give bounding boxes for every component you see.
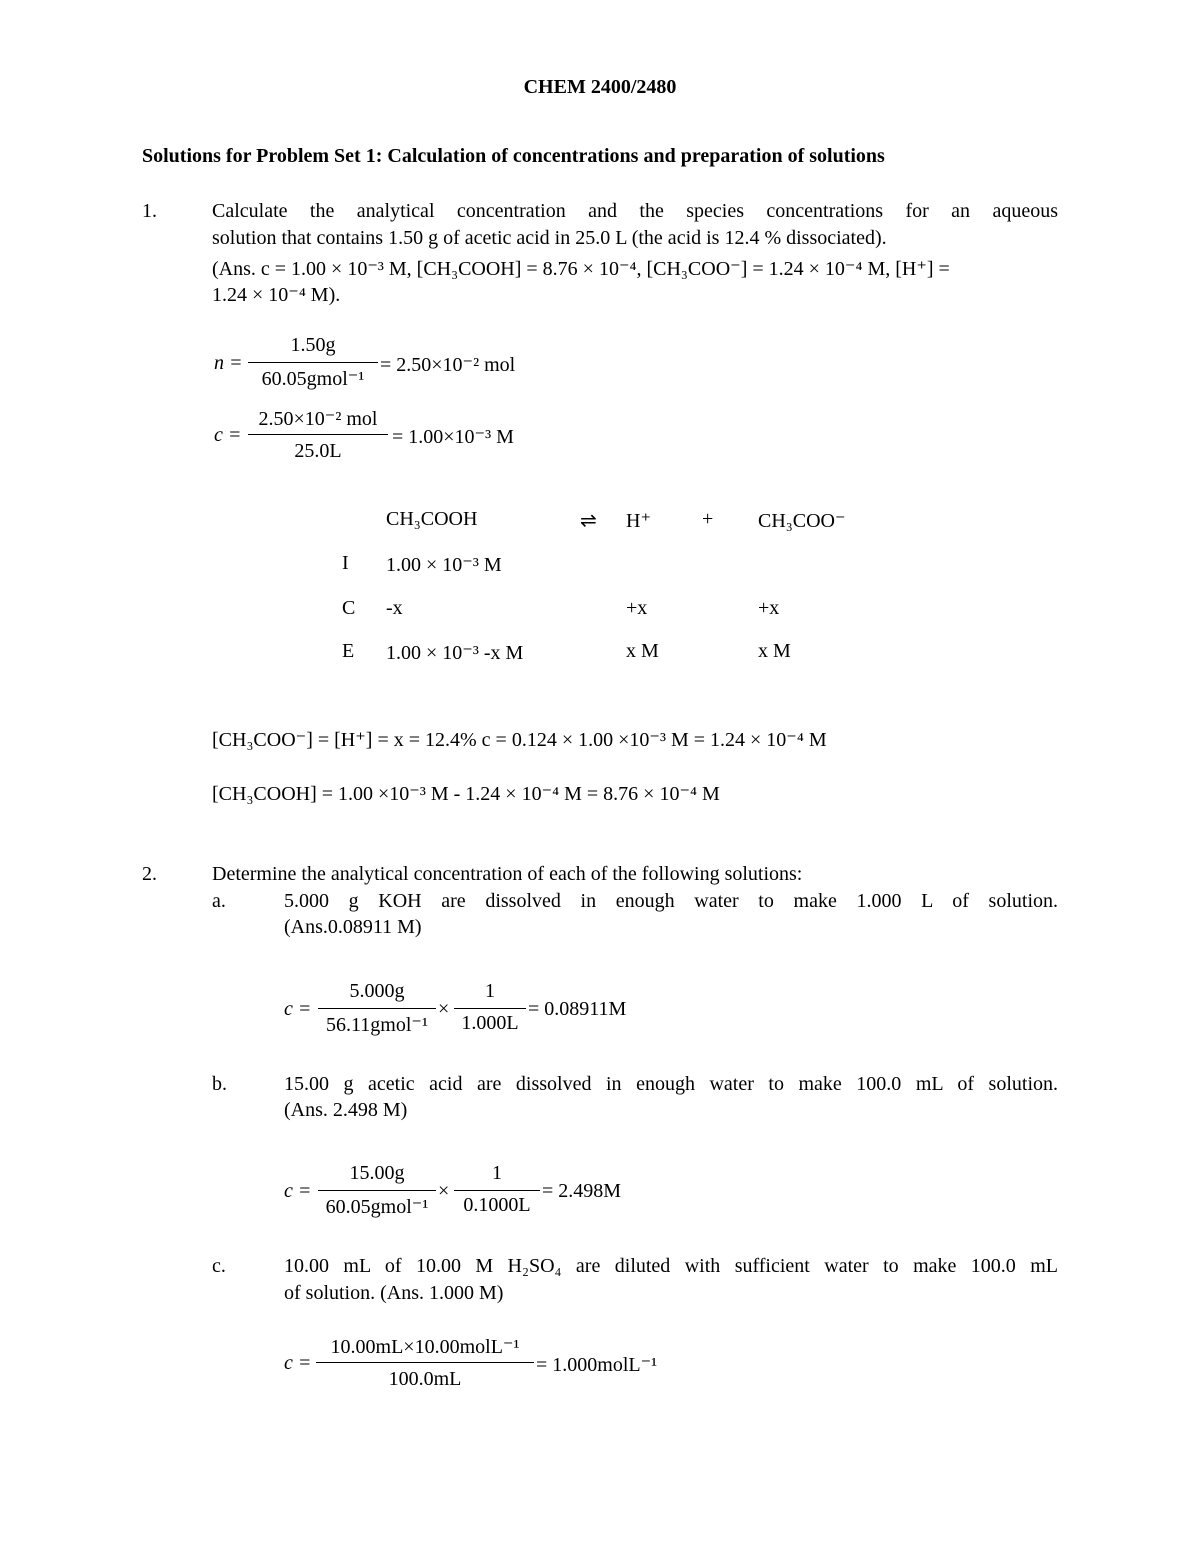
question-1-answer-line2: 1.24 × 10⁻⁴ M). <box>212 284 341 306</box>
result-acetate-concentration: [CH₃COO⁻] = [H⁺] = x = 12.4% c = 0.124 × 1.00 ×10⁻³ M = 1.24 × 10⁻⁴ M <box>212 729 827 751</box>
result-acid-concentration: [CH₃COOH] = 1.00 ×10⁻³ M - 1.24 × 10⁻⁴ M = 8.76 × 10⁻⁴ M <box>212 783 720 805</box>
eq-b-fraction-2 <box>454 1162 540 1218</box>
fraction-bar <box>454 1190 540 1191</box>
eq-n-fraction <box>248 334 378 390</box>
eq-c-lhs: c = <box>214 424 242 446</box>
ice-cell-h: x M <box>626 640 659 662</box>
eq-a-fraction-1 <box>318 980 436 1036</box>
ice-row-label: E <box>342 640 355 662</box>
question-1-text-line2: solution that contains 1.50 g of acetic acid in 25.0 L (the acid is 12.4 % dissociated). <box>212 227 887 249</box>
ice-row-label: C <box>342 597 356 619</box>
fraction-bar <box>248 362 378 363</box>
fraction-bar <box>318 1008 436 1009</box>
ice-row-label: I <box>342 552 349 574</box>
question-2-number: 2. <box>142 863 157 885</box>
part-a-letter: a. <box>212 890 226 912</box>
eq-c-denominator: 25.0L <box>294 440 342 462</box>
ice-cell-h: +x <box>626 597 648 619</box>
eq-n-rhs: = 2.50×10⁻² mol <box>380 354 516 376</box>
ice-species-h: H⁺ <box>626 510 651 532</box>
times-icon: × <box>438 998 450 1020</box>
part-b-text-line1: 15.00 g acetic acid are dissolved in enough water to make 100.0 mL of solution. <box>284 1073 1058 1095</box>
eq-c2-rhs: = 1.000molL⁻¹ <box>536 1354 658 1376</box>
fraction-bar <box>454 1008 526 1009</box>
times-icon: × <box>438 1180 450 1202</box>
ice-cell-acetate: x M <box>758 640 791 662</box>
eq-c2-lhs: c = <box>284 1352 312 1374</box>
question-2-intro: Determine the analytical concentration of each of the following solutions: <box>212 863 803 885</box>
part-c-letter: c. <box>212 1255 226 1277</box>
ice-cell-acid: 1.00 × 10⁻³ M <box>386 554 502 576</box>
equilibrium-arrow-icon: ⇌ <box>580 510 597 532</box>
ice-species-plus: + <box>702 508 714 530</box>
part-c-answer: of solution. (Ans. 1.000 M) <box>284 1282 504 1304</box>
part-b-answer: (Ans. 2.498 M) <box>284 1099 408 1121</box>
eq-a-numerator-1: 5.000g <box>349 980 405 1002</box>
eq-b-denominator-1: 60.05gmol⁻¹ <box>325 1196 429 1218</box>
page-title: Solutions for Problem Set 1: Calculation of concentrations and preparation of solutions <box>142 145 885 167</box>
eq-b-numerator-2: 1 <box>492 1162 502 1184</box>
eq-c2-fraction <box>316 1334 534 1392</box>
eq-n-denominator: 60.05gmol⁻¹ <box>261 368 365 390</box>
part-a-text-line1: 5.000 g KOH are dissolved in enough water to make 1.000 L of solution. <box>284 890 1058 912</box>
eq-c2-denominator: 100.0mL <box>388 1368 462 1390</box>
eq-a-numerator-2: 1 <box>485 980 495 1002</box>
eq-a-rhs: = 0.08911M <box>528 998 627 1020</box>
fraction-bar <box>318 1190 436 1191</box>
question-1-answer-line1: (Ans. c = 1.00 × 10⁻³ M, [CH₃COOH] = 8.76 × 10⁻⁴, [CH₃COO⁻] = 1.24 × 10⁻⁴ M, [H⁺] = <box>212 258 950 280</box>
part-a-answer: (Ans.0.08911 M) <box>284 916 422 938</box>
eq-a-fraction-2 <box>454 980 526 1036</box>
eq-c-rhs: = 1.00×10⁻³ M <box>392 426 514 448</box>
question-1-text-line1: Calculate the analytical concentration and the species concentrations for an aqueous <box>212 200 1058 222</box>
eq-n-numerator: 1.50g <box>290 334 336 356</box>
eq-a-denominator-1: 56.11gmol⁻¹ <box>326 1014 428 1036</box>
eq-b-rhs: = 2.498M <box>542 1180 622 1202</box>
eq-a-lhs: c = <box>284 998 312 1020</box>
ice-species-acetate: CH₃COO⁻ <box>758 510 846 532</box>
eq-n-lhs: n = <box>214 352 243 374</box>
eq-b-numerator-1: 15.00g <box>349 1162 405 1184</box>
eq-b-fraction-1 <box>318 1162 436 1218</box>
eq-c-fraction <box>248 406 388 462</box>
ice-species-acid: CH₃COOH <box>386 508 478 530</box>
eq-c2-numerator: 10.00mL×10.00molL⁻¹ <box>330 1336 520 1358</box>
fraction-bar <box>248 434 388 435</box>
eq-a-denominator-2: 1.000L <box>461 1012 519 1034</box>
fraction-bar <box>316 1362 534 1363</box>
question-1-number: 1. <box>142 200 157 222</box>
eq-c-numerator: 2.50×10⁻² mol <box>258 408 378 430</box>
eq-b-lhs: c = <box>284 1180 312 1202</box>
part-b-letter: b. <box>212 1073 227 1095</box>
part-c-text-line1: 10.00 mL of 10.00 M H₂SO₄ are diluted with sufficient water to make 100.0 mL <box>284 1255 1058 1277</box>
ice-cell-acetate: +x <box>758 597 780 619</box>
ice-cell-acid: 1.00 × 10⁻³ -x M <box>386 642 524 664</box>
course-header: CHEM 2400/2480 <box>523 76 677 98</box>
ice-cell-acid: -x <box>386 597 403 619</box>
eq-b-denominator-2: 0.1000L <box>463 1194 531 1216</box>
